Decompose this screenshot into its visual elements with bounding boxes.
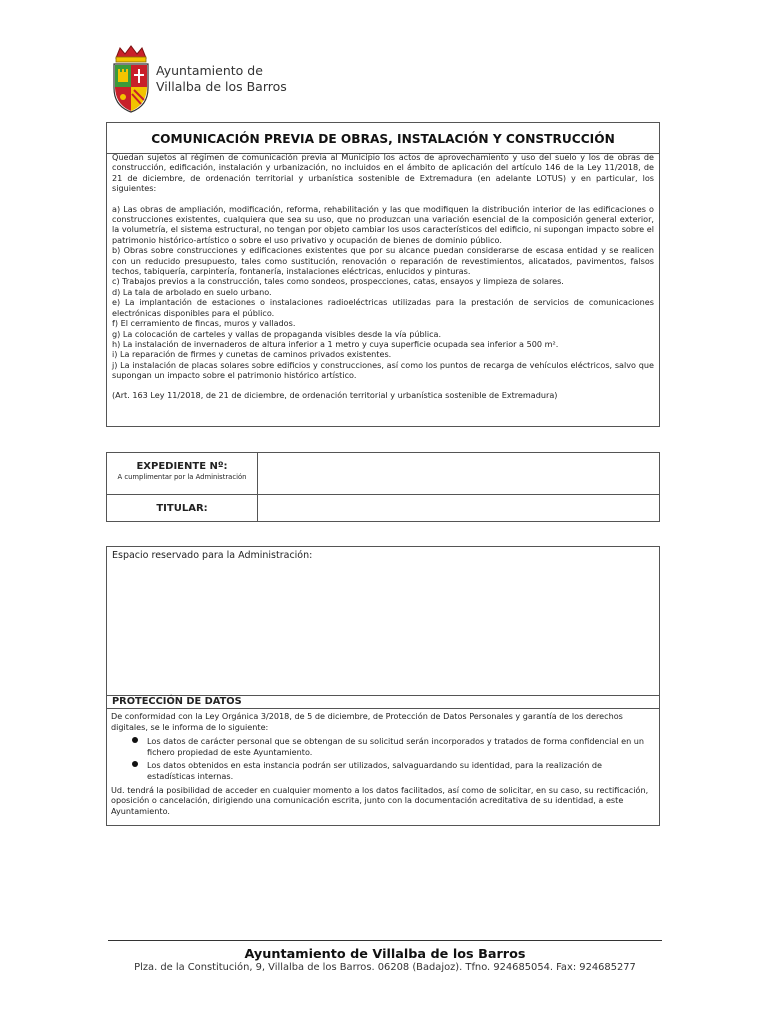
logo-text: [156, 63, 287, 95]
coat-of-arms-icon: [110, 44, 152, 114]
section-divider-2: [107, 708, 659, 709]
item-a: a) Las obras de ampliación, modificación, reforma, rehabilitación y las que modifiquen la distribución interior de las edificaciones o construcciones existentes, cualquiera que sea su uso, que no produzcan una variación esencial de la composición general exterior, la volumetría, el sistema estructural, no tengan por objeto cambiar los usos característicos del edificio, ni supongan impacto sobre el patrimonio histórico-artístico o sobre el uso privativo y ocupación de bienes de dominio público.: [112, 203, 654, 245]
expediente-sublabel: A cumplimentar por la Administración: [117, 473, 247, 481]
form-title: COMUNICACIÓN PREVIA DE OBRAS, INSTALACIÓN Y CONSTRUCCIÓN: [151, 132, 615, 146]
data-protection-text: [111, 711, 652, 816]
admin-box: [106, 546, 660, 826]
legal-reference: (Art. 163 Ley 11/2018, de 21 de diciembre, de ordenación territorial y urbanística sostenible de Extremadura): [112, 389, 558, 400]
footer-address: Plza. de la Constitución, 9, Villalba de los Barros. 06208 (Badajoz). Tfno. 924685054. Fax: 924685277: [134, 962, 636, 973]
data-protection-closing: Ud. tendrá la posibilidad de acceder en cualquier momento a los datos facilitados, así como de solicitar, en su caso, su rectificación, oposición o cancelación, dirigiendo una comunicación escrita, junto con la documentación acreditativa de su identidad, a este Ayuntamiento.: [111, 784, 649, 816]
bullet-icon: [132, 761, 138, 767]
file-number-table: [106, 452, 660, 522]
logo-line-2: Villalba de los Barros: [156, 79, 287, 94]
expediente-label: EXPEDIENTE Nº:: [136, 461, 228, 472]
regulation-box: [106, 122, 660, 427]
intro-lead: Quedan sujetos al régimen de comunicación previa al Municipio los actos de aprovechamiento y uso del suelo y los de obras de construcción, edificación, instalación y urbanización, no incluidos en el ámbito de aplicación del artículo 146 de la Ley 11/2018, de 21 de diciembre, de ordenación territorial y urbanística sostenible de Extremadura (en adelante LOTUS) y en particular, los siguientes:: [112, 152, 654, 194]
data-protection-title: PROTECCIÓN DE DATOS: [112, 696, 242, 707]
item-e: e) La implantación de estaciones o instalaciones radioeléctricas utilizadas para la prestación de servicios de comunicaciones electrónicas disponibles para el público.: [112, 297, 654, 318]
item-h: h) La instalación de invernaderos de altura inferior a 1 metro y cuya superficie ocupada sea inferior a 500 m².: [112, 338, 559, 349]
item-i: i) La reparación de firmes y cunetas de caminos privados existentes.: [112, 349, 392, 360]
titular-field[interactable]: [258, 495, 659, 521]
data-protection-intro: De conformidad con la Ley Orgánica 3/2018, de 5 de diciembre, de Protección de Datos Personales y garantía de los derechos digitales, se le informa de lo siguiente:: [111, 711, 623, 732]
municipal-logo: [110, 44, 290, 114]
item-b: b) Obras sobre construcciones y edificaciones existentes que por su alcance puedan considerarse de escasa entidad y se realicen con un reducido presupuesto, tales como sustitución, renovación o reparación de revestimientos, alicatados, pavimentos, falsos techos, tabiquería, carpintería, fontanería, instalaciones eléctricas, enlucidos y pinturas.: [112, 245, 654, 277]
footer-title: Ayuntamiento de Villalba de los Barros: [244, 947, 526, 962]
admin-reserved-label: Espacio reservado para la Administración:: [112, 550, 313, 561]
bullet-icon: [132, 737, 138, 743]
list-item: Los datos obtenidos en esta instancia podrán ser utilizados, salvaguardando su identidad, para la realización de estadísticas internas.: [147, 760, 652, 781]
item-c: c) Trabajos previos a la construcción, tales como sondeos, prospecciones, catas, ensayos y limpieza de solares.: [112, 276, 564, 287]
expediente-field[interactable]: [258, 453, 659, 494]
titular-label: TITULAR:: [156, 503, 208, 514]
list-item: Los datos de carácter personal que se obtengan de su solicitud serán incorporados y tratados de forma confidencial en un fichero propiedad de este Ayuntamiento.: [147, 736, 652, 757]
item-j: j) La instalación de placas solares sobre edificios y construcciones, así como los puntos de recarga de vehículos eléctricos, salvo que supongan un impacto sobre el patrimonio histórico artístico.: [112, 359, 654, 381]
item-d: d) La tala de arbolado en suelo urbano.: [112, 286, 272, 297]
title-divider: [107, 153, 659, 154]
footer-divider: [108, 940, 662, 941]
item-f: f) El cerramiento de fincas, muros y vallados.: [112, 318, 296, 329]
data-protection-list: [111, 736, 652, 781]
item-g: g) La colocación de carteles y vallas de propaganda visibles desde la vía pública.: [112, 328, 442, 339]
logo-line-1: Ayuntamiento de: [156, 63, 263, 78]
